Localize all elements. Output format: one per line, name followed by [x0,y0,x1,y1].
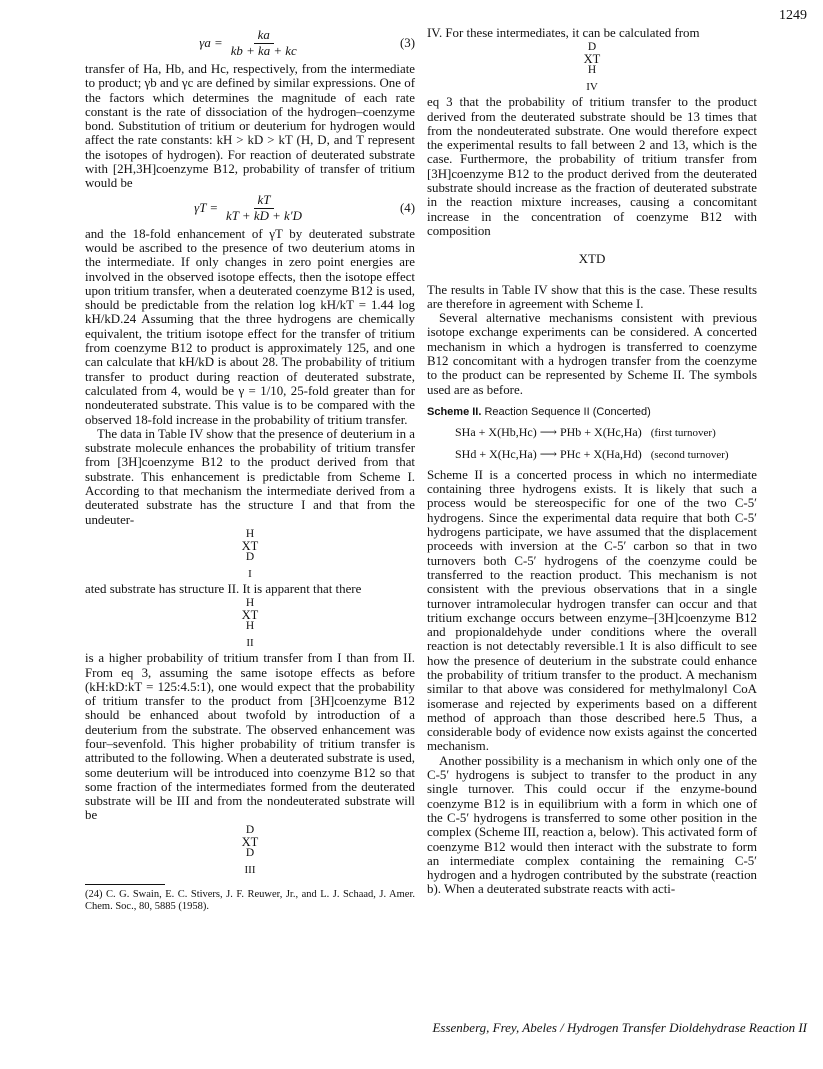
left-column [85,26,415,913]
structure-I-label: I [248,567,252,580]
scheme-ii-label: Scheme II. [427,405,482,418]
composition-xtd: XTD [578,251,606,267]
scheme-ii-title [427,405,757,419]
structure-II [85,598,415,649]
left-paragraph-4: ated substrate has structure II. It is apparent that there [85,581,362,596]
right-paragraph-4: Several alternative mechanisms consistent with previous isotope exchange experiments can be considered. A concerted mechanism in which a hydrogen is transferred to coenzyme B12 concomitant with a hydrogen transfer from the coenzyme to the product can be represented by Scheme II. The symbols used are as before. [427,311,757,397]
left-paragraph-2: and the 18-fold enhancement of γT by deuterated substrate would be ascribed to the presence of two deuterium atoms in the intermediate. If only changes in zero point energies are involved in the observed isotope effects, then the isotope effect upon tritium transfer, when a deuterated coenzyme B12 is used, should be predictable from the relation log kH/kT = 1.44 log kH/kD.24 Assuming that the three hydrogens are chemically equivalent, the tritium isotope effect for the transfer of tritium from coenzyme B12 to product is approximately 125, and one can calculate that kH/kD is about 28. The probability of tritium transfer to product during reaction of deuterated substrate, calculated from 4, would be γ = 1/10, 25-fold greater than for nondeuterated substrate. This value is to be compared with the observed 18-fold increase in the probability of tritium transfer. [85,226,415,427]
equation-3 [85,28,415,59]
running-footer: Essenberg, Frey, Abeles / Hydrogen Transfer Dioldehydrase Reaction II [432,1020,807,1035]
structure-III-center: XT [241,834,259,849]
equation-4-label: (4) [399,201,415,216]
structure-III [85,825,415,876]
structure-II-center: XT [241,608,259,623]
equation-4-numerator: kT [254,193,275,209]
structure-I-bottom: D [245,550,255,563]
right-paragraph-3: The results in Table IV show that this is the case. These results are therefore in agreement with Scheme I. [427,282,757,311]
right-paragraph-6: Another possibility is a mechanism in which only one of the C-5′ hydrogens is subject to transfer to the product in any single turnover. This could occur if the enzyme-bound coenzyme B12 is in equilibrium with a form in which one of the C-5′ hydrogens is transferred to some other position in the complex (Scheme III, reaction a, below). This activated form of coenzyme B12 would then interact with the substrate to form an intermediate complex containing the remaining C-5′ hydrogen and a hydrogen contributed by the substrate (reaction b). When a deuterated substrate reacts with acti- [427,753,757,897]
structure-IV-top: D [587,41,597,54]
page-number: 1249 [779,8,807,23]
footnote-divider [85,884,165,885]
equation-3-numerator: ka [254,28,274,44]
structure-IV-bottom: H [587,64,597,77]
structure-II-label: II [246,637,254,650]
structure-IV [427,42,757,93]
left-paragraph-1: transfer of Ha, Hb, and Hc, respectively, from the intermediate to product; γb and γc are defined by similar expressions. One of the factors which determines the magnitude of each rate constant is the rate of dissociation of the hydrogen–coenzyme bond. Substitution of tritium or deuterium for hydrogen would affect the rate constants: kH > kD > kT (H, D, and T represent the isotopes of hydrogen). For reaction of deuterated substrate with [2H,3H]coenzyme B12, probability of transfer of tritium would be [85,62,415,191]
right-paragraph-5: Scheme II is a concerted process in which no intermediate containing three hydrogens exists. It is likely that such a process would be stereospecific for one of the two C-5′ hydrogens. Since the experimental data require that both C-5′ hydrogens participate, we have assumed that the displacement proceeds with inversion at the C-5′ carbon so that in two turnovers both C-5′ hydrogens of the coenzyme could be transferred to the reaction product. This mechanism is not consistent with the previous observations that in a single turnover intramolecular hydrogen transfer can occur and that tritium exchange occurs between enzyme–[3H]coenzyme B12 and propionaldehyde under conditions where the overall reaction is not detectably reversible.1 It is also difficult to see how the presence of deuterium in the substrate could enhance the probability of tritium transfer to the product. A mechanism similar to that above was considered for methylmalonyl CoA isomerase and rejected by experiments based on a different method of approach than those described here.5 Thus, a considerable body of evidence now exists against the concerted mechanism. [427,467,757,754]
right-paragraph-1: IV. For these intermediates, it can be calculated from [427,26,700,40]
structure-III-label: III [244,863,256,876]
structure-I-top: H [245,527,255,540]
right-column [427,26,757,897]
structure-IV-label: IV [586,81,598,94]
structure-II-bottom: H [245,620,255,633]
left-paragraph-5: is a higher probability of tritium transfer from I than from II. From eq 3, assuming the same isotope effects as before (kH:kD:kT = 125:4.5:1), one would expect that the probability of tritium transfer to the product from [3H]coenzyme B12 should be enhanced about twofold by introduction of a deuterium from the substrate. The observed enhancement was four–sevenfold. This higher probability of tritium transfer is attributed to the following. When a deuterated substrate is used, some deuterium will be introduced into coenzyme B12 so that some fraction of the intermediates formed from the deuterated substrate will be III and from the nondeuterated substrate will be [85,651,415,823]
right-paragraph-2: eq 3 that the probability of tritium transfer to the product derived from the deuterated substrate should be 13 times that from the nondeuterated substrate. One would therefore expect the experimental results to fall between 2 and 13, which is the case. Furthermore, the probability of tritium transfer from [3H]coenzyme B12 to the product derived from the deuterated substrate should increase as the fraction of deuterated substrate in the reaction mixture increases, causing a concomitant increase in the concentration of coenzyme B12 with composition [427,95,757,238]
structure-IV-center: XT [583,52,601,67]
footnote-24: (24) C. G. Swain, E. C. Stivers, J. F. Reuwer, Jr., and L. J. Schaad, J. Amer. Chem. Soc., 80, 5885 (1958). [85,888,415,912]
equation-4 [85,193,415,224]
equation-4-denominator: kT + kD + k′D [226,208,302,223]
scheme-ii-reaction-1: SHa + X(Hb,Hc) ⟶ PHb + X(Hc,Ha) [455,425,642,440]
equation-4-lhs: γT = [194,201,219,216]
scheme-ii-line-1 [455,425,757,440]
scheme-ii-note-1: (first turnover) [650,427,716,440]
scheme-ii-reaction-2: SHd + X(Hc,Ha) ⟶ PHc + X(Ha,Hd) [455,446,642,461]
left-paragraph-3: The data in Table IV show that the presence of deuterium in a substrate molecule enhances the probability of tritium transfer from [3H]coenzyme B12 to the product derived from that substrate. This enhancement is predictable from Scheme I. According to that mechanism the intermediate derived from a deuterated substrate has the structure I and that from the undeuter- [85,426,415,527]
equation-4-fraction [222,193,306,224]
structure-I-center: XT [241,538,259,553]
structure-I [85,529,415,580]
equation-3-lhs: γa = [199,36,223,51]
equation-3-fraction [227,28,301,59]
scheme-ii-caption: Reaction Sequence II (Concerted) [484,405,651,418]
structure-II-top: H [245,597,255,610]
equation-3-label: (3) [399,36,415,51]
structure-III-bottom: D [245,846,255,859]
scheme-ii-line-2 [455,447,757,462]
structure-III-top: D [245,823,255,836]
equation-3-denominator: kb + ka + kc [230,44,297,58]
scheme-ii-note-2: (second turnover) [650,448,729,461]
